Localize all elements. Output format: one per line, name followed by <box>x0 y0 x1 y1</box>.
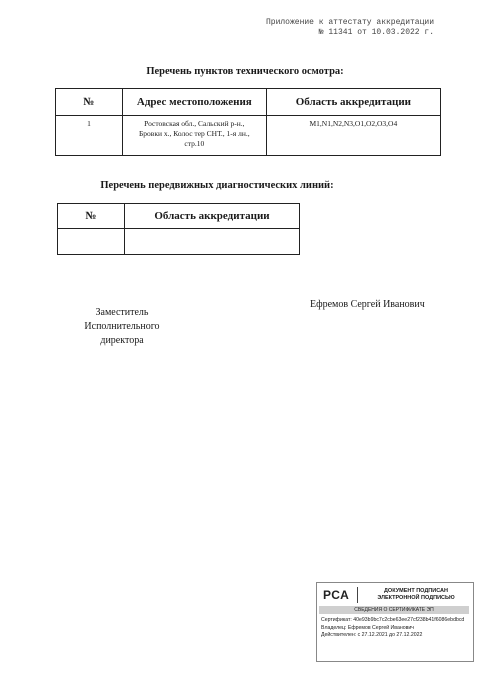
stamp-info-bar: СВЕДЕНИЯ О СЕРТИФИКАТЕ ЭП <box>319 606 469 614</box>
rsa-logo: РСА <box>323 588 350 602</box>
appendix-line-1: Приложение к аттестату аккредитации <box>265 18 434 27</box>
position-line-2: Исполнительного <box>84 321 160 332</box>
stamp-title <box>363 588 469 602</box>
cell-scope <box>124 229 299 255</box>
stamp-divider <box>357 587 358 603</box>
cell-scope: M1,N1,N2,N3,O1,O2,O3,O4 <box>266 116 440 156</box>
section1-title: Перечень пунктов технического осмотра: <box>146 66 344 77</box>
position-line-1: Заместитель <box>95 307 149 318</box>
cell-address <box>122 116 266 156</box>
address-line-2: Бровки х., Колос тер СНТ., 1-я лн., <box>139 129 250 138</box>
electronic-signature-stamp <box>316 582 474 662</box>
stamp-certificate: Сертификат: 40e93b9bc7c2cbe63ee27cf238b41f6086ebdbcd <box>321 617 465 623</box>
header-scope: Область аккредитации <box>266 89 440 116</box>
address-line-1: Ростовская обл., Сальский р-н., <box>144 119 245 128</box>
header-num: № <box>58 204 125 229</box>
mobile-lines-table <box>57 203 300 255</box>
table-row <box>56 116 441 156</box>
stamp-owner: Владелец: Ефремов Сергей Иванович <box>321 624 414 631</box>
address-line-3: стр.10 <box>184 139 205 148</box>
header-scope: Область аккредитации <box>124 204 299 229</box>
section2-title: Перечень передвижных диагностических линий: <box>100 180 334 191</box>
header-address: Адрес местоположения <box>122 89 266 116</box>
position-line-3: директора <box>100 335 144 346</box>
header-num: № <box>56 89 123 116</box>
table-header-row <box>58 204 300 229</box>
signatory-position <box>72 306 172 348</box>
appendix-line-2: № 11341 от 10.03.2022 г. <box>318 28 434 37</box>
appendix-note <box>266 18 434 38</box>
stamp-title-line-1: ДОКУМЕНТ ПОДПИСАН <box>384 588 448 594</box>
table-header-row <box>56 89 441 116</box>
table-row <box>58 229 300 255</box>
inspection-points-table <box>55 88 441 156</box>
stamp-validity: Действителен: с 27.12.2021 до 27.12.2022 <box>321 632 423 638</box>
cell-num: 1 <box>56 116 123 156</box>
signatory-name: Ефремов Сергей Иванович <box>310 299 425 310</box>
stamp-header <box>317 583 473 605</box>
stamp-details <box>321 617 471 640</box>
cell-num <box>58 229 125 255</box>
stamp-title-line-2: ЭЛЕКТРОННОЙ ПОДПИСЬЮ <box>377 595 455 601</box>
